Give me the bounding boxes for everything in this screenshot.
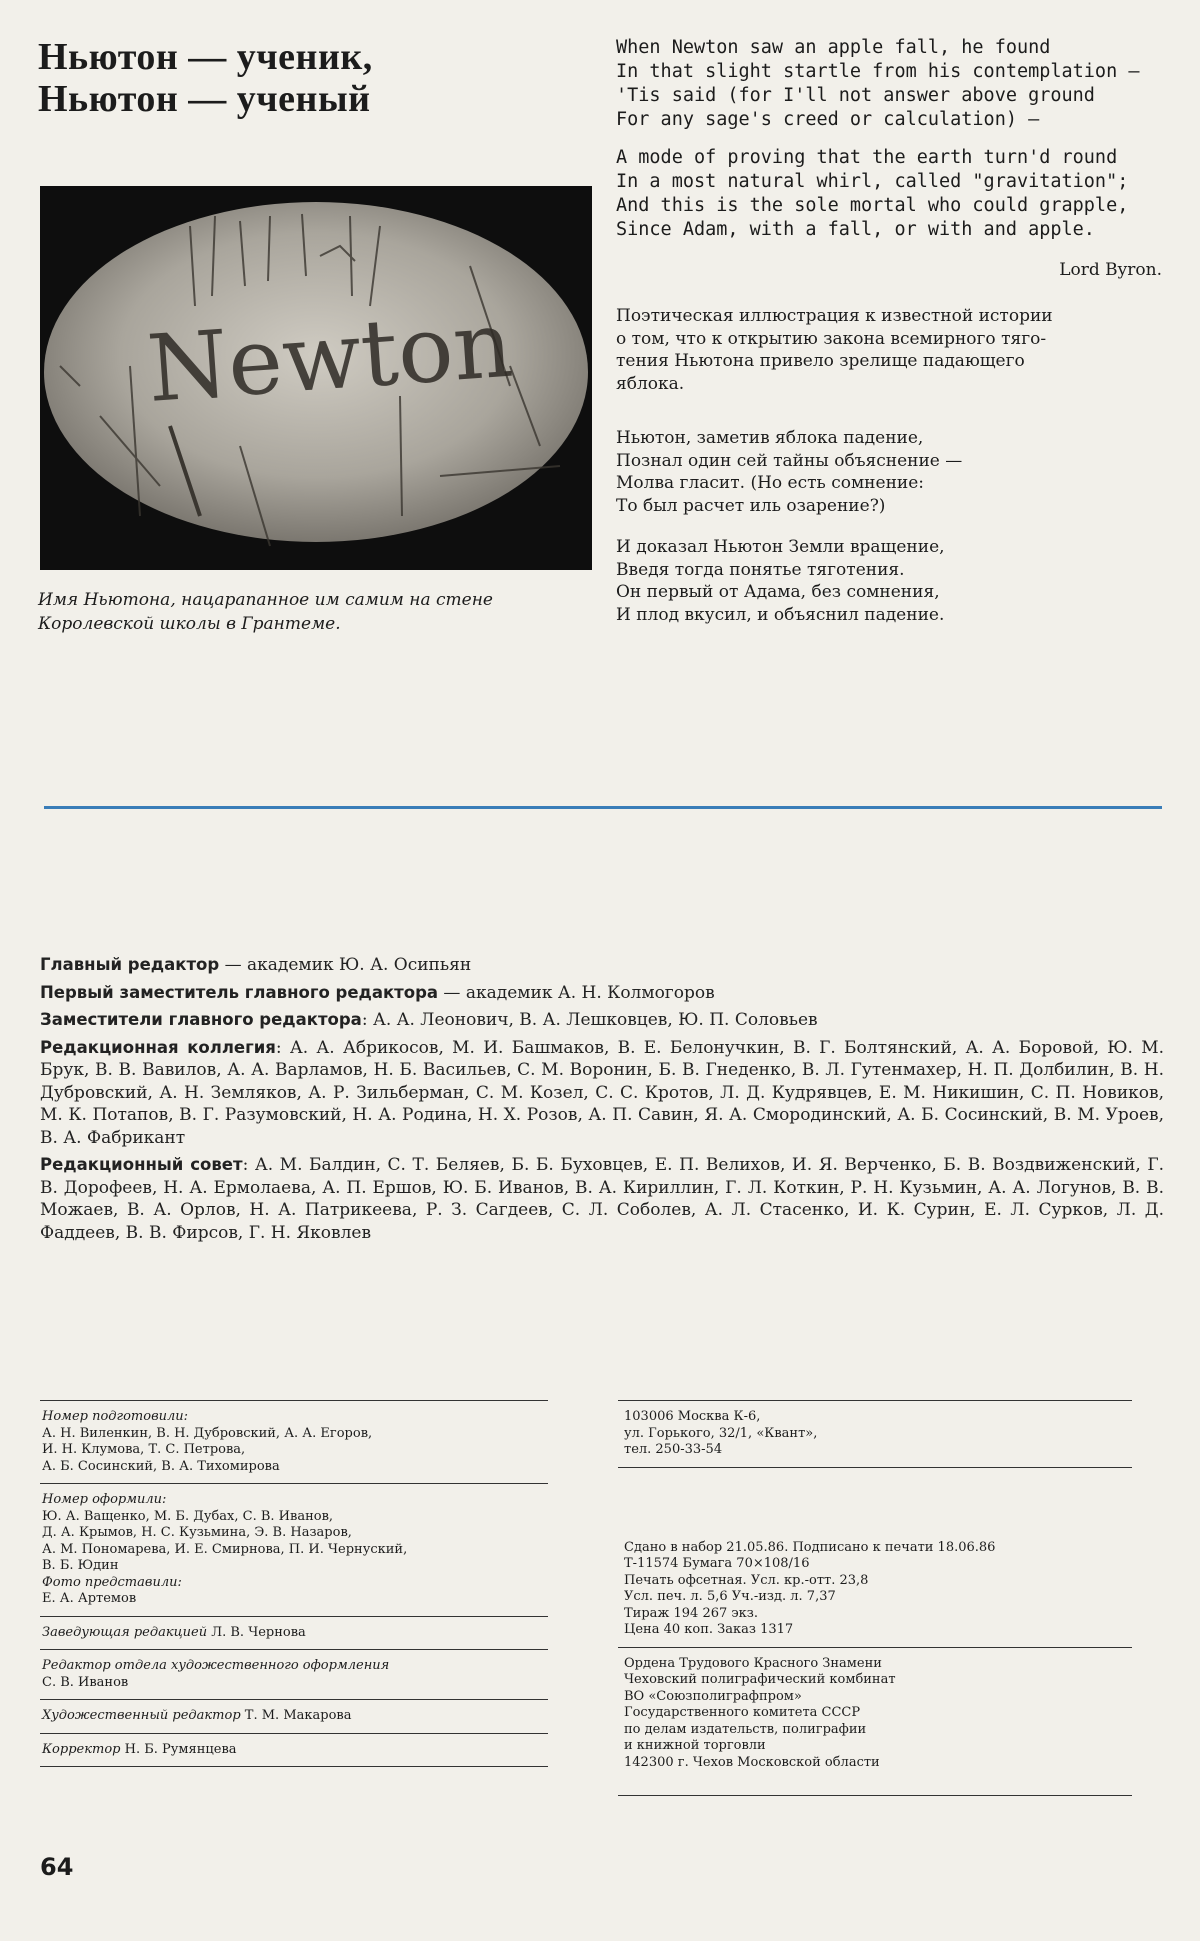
editorial-address	[618, 1400, 1132, 1467]
poem-en-stanza-2	[616, 146, 1164, 242]
poem-line: A mode of proving that the earth turn'd round	[616, 147, 1118, 168]
deputies	[40, 1009, 1164, 1032]
page-number: 64	[40, 1853, 74, 1881]
credits-art-editor	[40, 1699, 548, 1733]
photo-caption	[38, 588, 598, 636]
issue-credits	[40, 1400, 548, 1767]
print-line: Усл. печ. л. 5,6 Уч.-изд. л. 7,37	[624, 1589, 836, 1604]
caption-line-1: Имя Ньютона, нацарапанное им самим на стене	[38, 590, 493, 610]
poem-line: Ньютон, заметив яблока падение,	[616, 428, 924, 448]
chief-value: — академик Ю. А. Осипьян	[219, 955, 472, 975]
head-label: Заведующая редакцией	[42, 1624, 208, 1640]
plant-line: Государственного комитета СССР	[624, 1705, 861, 1720]
plant-line: Чеховский полиграфический комбинат	[624, 1672, 896, 1687]
intro-line: Поэтическая иллюстрация к известной истории	[616, 306, 1053, 326]
poem-ru-stanza-1	[616, 427, 1164, 517]
art-dept-label: Редактор отдела художественного оформления	[42, 1658, 390, 1673]
proof-value: Н. Б. Румянцева	[120, 1741, 237, 1757]
plant-line: и книжной торговли	[624, 1738, 766, 1753]
credits-prepared	[40, 1400, 548, 1483]
print-line: Цена 40 коп. Заказ 1317	[624, 1622, 794, 1637]
poem-line: Since Adam, with a fall, or with and apple.	[616, 219, 1095, 240]
designed-label: Номер оформили:	[42, 1492, 167, 1507]
prepared-label: Номер подготовили:	[42, 1409, 189, 1424]
caption-line-2: Королевской школы в Грантеме.	[38, 614, 341, 634]
poem-line: And this is the sole mortal who could grapple,	[616, 195, 1129, 216]
poem-line: In a most natural whirl, called "gravitation";	[616, 171, 1129, 192]
plant-line: по делам издательств, полиграфии	[624, 1721, 867, 1737]
print-line: Печать офсетная. Усл. кр.-отт. 23,8	[624, 1572, 869, 1588]
page-title	[38, 36, 558, 120]
prepared-line: И. Н. Клумова, Т. С. Петрова,	[42, 1442, 246, 1457]
poem-author: Lord Byron.	[1059, 260, 1162, 280]
plant-line: 142300 г. Чехов Московской области	[624, 1754, 880, 1770]
poem-line: For any sage's creed or calculation) —	[616, 109, 1040, 130]
first-deputy	[40, 982, 1164, 1005]
plant-line: ВО «Союзполиграфпром»	[624, 1688, 802, 1704]
designed-line: В. Б. Юдин	[42, 1558, 119, 1573]
council-value: : А. М. Балдин, С. Т. Беляев, Б. Б. Буховцев, Е. П. Велихов, И. Я. Верченко, Б. В. Воздвиженский, Г. В. Дорофеев, Н. А. Ермолаева, А. П. Ершов, Ю. Б. Иванов, В. А. Кириллин, Г. Л. Коткин, Р. Н. Кузьмин, А. А. Логунов, В. В. Можаев, В. А. Орлов, Н. А. Патрикеева, Р. З. Сагдеев, С. Л. Соболев, А. Л. Стасенко, И. К. Сурин, Е. Л. Сурков, Л. Д. Фаддеев, В. В. Фирсов, Г. Н. Яковлев	[40, 1155, 1164, 1243]
poem-intro	[616, 305, 1166, 395]
poem-ru-stanza-2	[616, 536, 1164, 626]
poem-line: In that slight startle from his contemplation —	[616, 61, 1140, 82]
chief-label: Главный редактор	[40, 955, 220, 974]
imprint	[618, 1400, 1132, 1796]
section-divider	[44, 806, 1162, 809]
inscription-photo	[40, 186, 592, 570]
poem-line: И доказал Ньютон Земли вращение,	[616, 537, 945, 557]
credits-art-dept	[40, 1649, 548, 1699]
intro-line: яблока.	[616, 373, 685, 394]
designed-line: Д. А. Крымов, Н. С. Кузьмина, Э. В. Назаров,	[42, 1525, 352, 1540]
address-line: ул. Горького, 32/1, «Квант»,	[624, 1425, 818, 1441]
deputies-value: : А. А. Леонович, В. А. Лешковцев, Ю. П. Соловьев	[361, 1010, 818, 1030]
credits-designed	[40, 1483, 548, 1616]
photo-label: Фото представили:	[42, 1574, 182, 1590]
art-dept-value: С. В. Иванов	[42, 1674, 129, 1690]
photo-graphic	[40, 186, 592, 570]
designed-line: Ю. А. Ващенко, М. Б. Дубах, С. В. Иванов,	[42, 1508, 334, 1524]
chief-editor	[40, 954, 1164, 977]
council-label: Редакционный совет	[40, 1155, 243, 1174]
title-line-2: Ньютон — ученый	[38, 78, 371, 120]
art-editor-value: Т. М. Макарова	[240, 1708, 352, 1723]
poem-line: Он первый от Адама, без сомнения,	[616, 582, 940, 602]
deputies-label: Заместители главного редактора	[40, 1010, 362, 1029]
editorial-staff	[40, 954, 1164, 1249]
poem-line: Молва гласит. (Но есть сомнение:	[616, 473, 925, 493]
head-value: Л. В. Чернова	[207, 1624, 306, 1640]
credits-head	[40, 1616, 548, 1650]
art-editor-label: Художественный редактор	[42, 1708, 241, 1723]
poem-line: 'Tis said (for I'll not answer above ground	[616, 85, 1095, 106]
address-line: тел. 250-33-54	[624, 1442, 723, 1457]
address-line: 103006 Москва К-6,	[624, 1409, 761, 1424]
print-line: Сдано в набор 21.05.86. Подписано к печати 18.06.86	[624, 1539, 996, 1555]
prepared-line: А. Б. Сосинский, В. А. Тихомирова	[42, 1458, 280, 1474]
designed-line: А. М. Пономарева, И. Е. Смирнова, П. И. Чернуский,	[42, 1541, 408, 1557]
poem-line: То был расчет иль озарение?)	[616, 495, 886, 516]
poem-line: Познал один сей тайны объяснение —	[616, 450, 963, 471]
photo-value: Е. А. Артемов	[42, 1591, 137, 1606]
editorial-council	[40, 1154, 1164, 1244]
poem-line: Введя тогда понятье тяготения.	[616, 559, 905, 580]
poem-line: When Newton saw an apple fall, he found	[616, 37, 1051, 58]
board-label: Редакционная коллегия	[40, 1037, 276, 1057]
plant-line: Ордена Трудового Красного Знамени	[624, 1655, 882, 1671]
first-deputy-label: Первый заместитель главного редактора	[40, 982, 439, 1002]
first-deputy-value: — академик А. Н. Колмогоров	[438, 982, 715, 1003]
editorial-board	[40, 1037, 1164, 1150]
board-value: : А. А. Абрикосов, М. И. Башмаков, В. Е. Белонучкин, В. Г. Болтянский, А. А. Боровой, Ю. М. Брук, В. В. Вавилов, А. А. Варламов, Н. Б. Васильев, С. М. Воронин, Б. В. Гнеденко, В. Л. Гутенмахер, Н. П. Долбилин, В. Н. Дубровский, А. Н. Земляков, А. Р. Зильберман, С. М. Козел, С. С. Кротов, Л. Д. Кудрявцев, Е. М. Никишин, С. П. Новиков, М. К. Потапов, В. Г. Разумовский, Н. А. Родина, Н. Х. Розов, А. П. Савин, Я. А. Смородинский, А. Б. Сосинский, В. М. Уроев, В. А. Фабрикант	[40, 1037, 1165, 1148]
poem-en-stanza-1	[616, 36, 1164, 132]
poem-line: И плод вкусил, и объяснил падение.	[616, 604, 945, 625]
proof-label: Корректор	[42, 1741, 121, 1757]
intro-line: тения Ньютона привело зрелище падающего	[616, 351, 1025, 371]
title-line-1: Ньютон — ученик,	[38, 36, 373, 78]
printing-plant	[618, 1647, 1132, 1797]
prepared-line: А. Н. Виленкин, В. Н. Дубровский, А. А. Егоров,	[42, 1425, 373, 1441]
credits-proofreader	[40, 1733, 548, 1768]
print-line: Т-11574 Бумага 70×108/16	[624, 1556, 810, 1571]
print-details	[618, 1467, 1132, 1647]
inscription-text: Newton	[144, 290, 516, 423]
print-line: Тираж 194 267 экз.	[624, 1605, 759, 1621]
intro-line: о том, что к открытию закона всемирного тяго-	[616, 328, 1047, 349]
